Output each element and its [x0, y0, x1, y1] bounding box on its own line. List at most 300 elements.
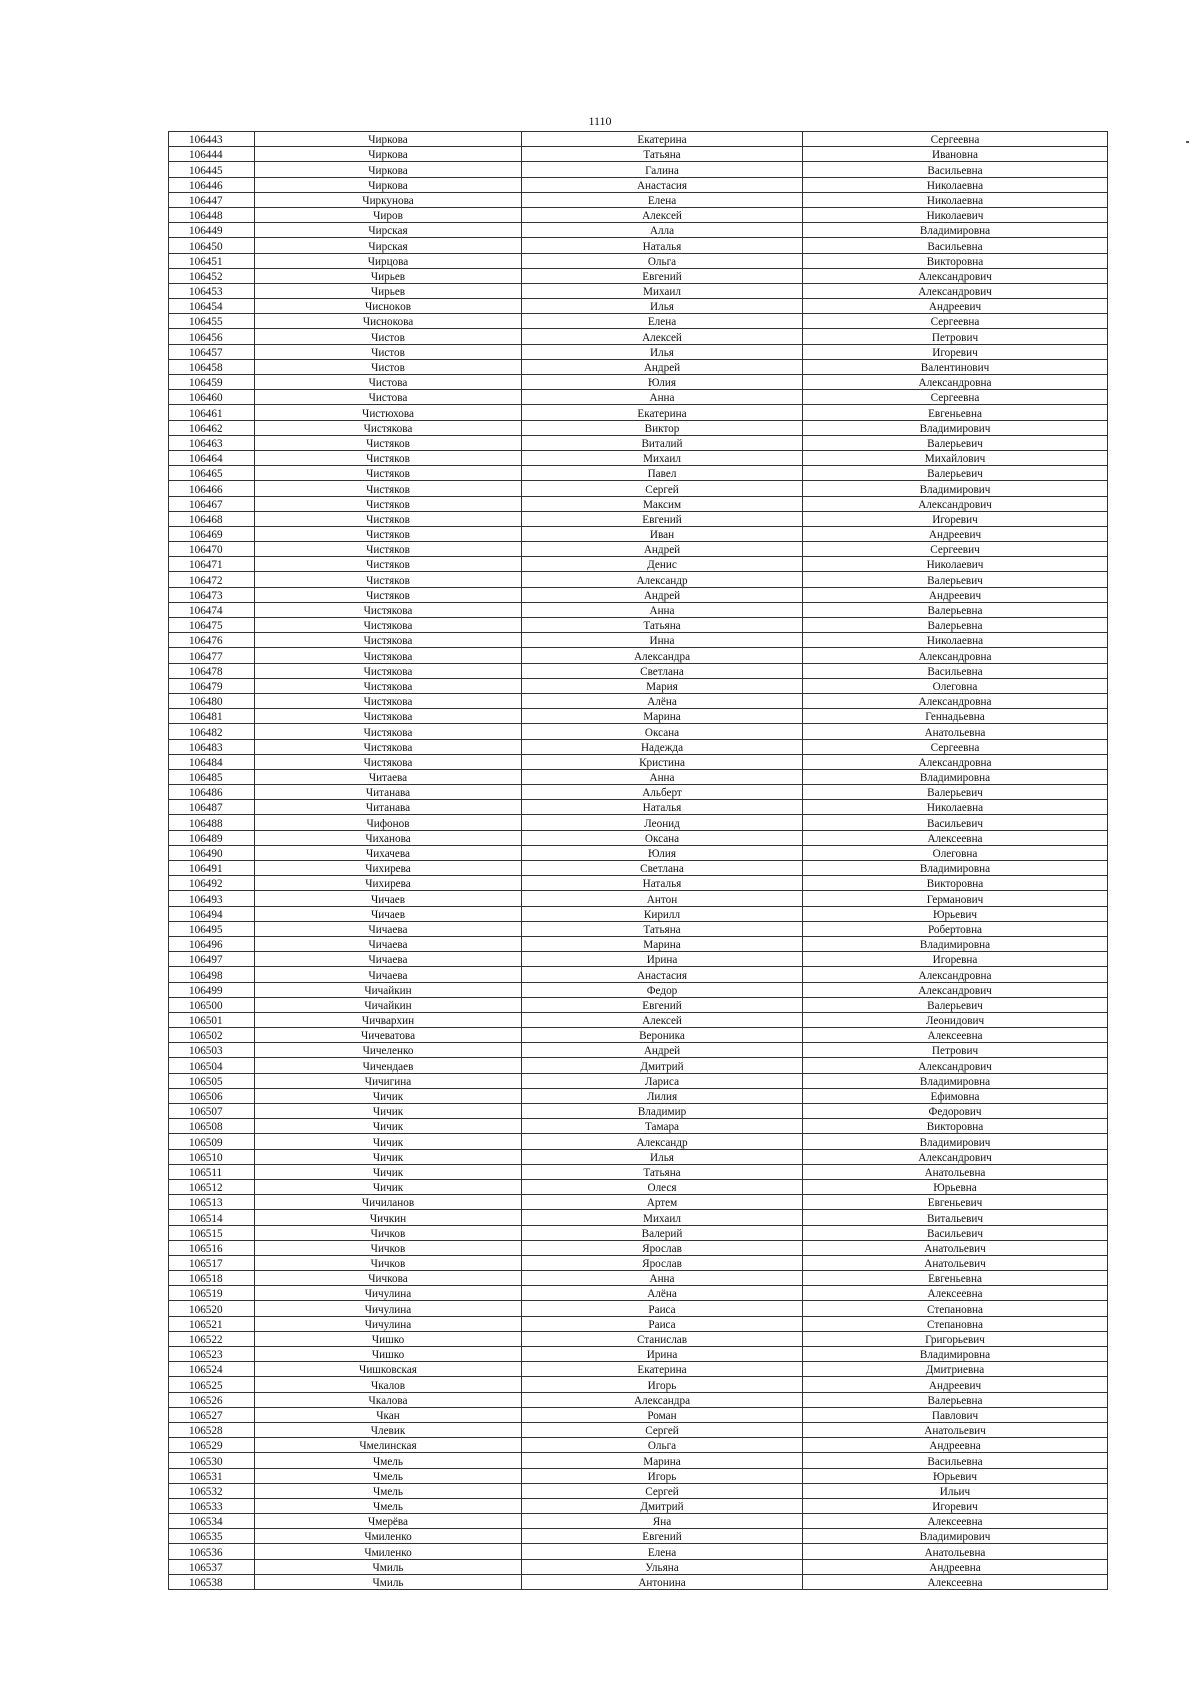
surname-cell: Чистяков: [255, 496, 522, 511]
table-row: [169, 724, 1108, 739]
table-row: [169, 1043, 1108, 1058]
record-number-cell: 106485: [169, 769, 255, 784]
surname-cell: Чиркунова: [255, 192, 522, 207]
table-row: [169, 1483, 1108, 1498]
patronymic-cell: Валерьевна: [803, 602, 1108, 617]
first-name-cell: Евгений: [522, 511, 803, 526]
table-row: [169, 1362, 1108, 1377]
surname-cell: Чичков: [255, 1255, 522, 1270]
record-number-cell: 106521: [169, 1316, 255, 1331]
first-name-cell: Анна: [522, 769, 803, 784]
table-row: [169, 147, 1108, 162]
page-number: 1110: [588, 114, 612, 128]
first-name-cell: Владимир: [522, 1104, 803, 1119]
surname-cell: Чистякова: [255, 663, 522, 678]
surname-cell: Чифонов: [255, 815, 522, 830]
table-row: [169, 663, 1108, 678]
surname-cell: Чичик: [255, 1119, 522, 1134]
surname-cell: Чистюхова: [255, 405, 522, 420]
table-row: [169, 207, 1108, 222]
patronymic-cell: Сергеевич: [803, 542, 1108, 557]
patronymic-cell: Владимирович: [803, 481, 1108, 496]
patronymic-cell: Владимировна: [803, 769, 1108, 784]
table-row: [169, 845, 1108, 860]
patronymic-cell: Олеговна: [803, 845, 1108, 860]
surname-cell: Чистова: [255, 375, 522, 390]
record-number-cell: 106523: [169, 1347, 255, 1362]
patronymic-cell: Евгеньевич: [803, 1195, 1108, 1210]
first-name-cell: Ярослав: [522, 1240, 803, 1255]
first-name-cell: Раиса: [522, 1316, 803, 1331]
first-name-cell: Ярослав: [522, 1255, 803, 1270]
record-number-cell: 106509: [169, 1134, 255, 1149]
surname-cell: Чистякова: [255, 618, 522, 633]
table-row: [169, 906, 1108, 921]
first-name-cell: Антонина: [522, 1574, 803, 1589]
record-number-cell: 106488: [169, 815, 255, 830]
table-row: [169, 572, 1108, 587]
surname-cell: Читанава: [255, 800, 522, 815]
table-row: [169, 1438, 1108, 1453]
surname-cell: Чичулина: [255, 1316, 522, 1331]
patronymic-cell: Германович: [803, 891, 1108, 906]
table-row: [169, 1407, 1108, 1422]
patronymic-cell: Степановна: [803, 1316, 1108, 1331]
surname-cell: Чичайкин: [255, 997, 522, 1012]
first-name-cell: Ольга: [522, 1438, 803, 1453]
patronymic-cell: Сергеевна: [803, 390, 1108, 405]
first-name-cell: Галина: [522, 162, 803, 177]
record-number-cell: 106460: [169, 390, 255, 405]
record-number-cell: 106525: [169, 1377, 255, 1392]
patronymic-cell: Александрович: [803, 982, 1108, 997]
surname-cell: Чичкова: [255, 1271, 522, 1286]
patronymic-cell: Геннадьевна: [803, 709, 1108, 724]
surname-cell: Чистова: [255, 390, 522, 405]
record-number-cell: 106505: [169, 1073, 255, 1088]
patronymic-cell: Сергеевна: [803, 314, 1108, 329]
first-name-cell: Илья: [522, 299, 803, 314]
table-row: [169, 967, 1108, 982]
record-number-cell: 106494: [169, 906, 255, 921]
patronymic-cell: Александрович: [803, 268, 1108, 283]
record-number-cell: 106457: [169, 344, 255, 359]
surname-cell: Чичаева: [255, 952, 522, 967]
patronymic-cell: Андреевич: [803, 299, 1108, 314]
patronymic-cell: Степановна: [803, 1301, 1108, 1316]
surname-cell: Чичик: [255, 1104, 522, 1119]
first-name-cell: Юлия: [522, 845, 803, 860]
record-number-cell: 106450: [169, 238, 255, 253]
record-number-cell: 106527: [169, 1407, 255, 1422]
table-row: [169, 618, 1108, 633]
first-name-cell: Анастасия: [522, 967, 803, 982]
table-row: [169, 1392, 1108, 1407]
patronymic-cell: Сергеевна: [803, 739, 1108, 754]
record-number-cell: 106483: [169, 739, 255, 754]
surname-cell: Чичвархин: [255, 1012, 522, 1027]
table-row: [169, 709, 1108, 724]
surname-cell: Чистяков: [255, 572, 522, 587]
surname-cell: Чистякова: [255, 420, 522, 435]
first-name-cell: Александр: [522, 1134, 803, 1149]
first-name-cell: Михаил: [522, 283, 803, 298]
patronymic-cell: Сергеевна: [803, 132, 1108, 147]
patronymic-cell: Анатольевич: [803, 1255, 1108, 1270]
record-number-cell: 106522: [169, 1331, 255, 1346]
surname-cell: Чистов: [255, 329, 522, 344]
first-name-cell: Светлана: [522, 861, 803, 876]
record-number-cell: 106465: [169, 466, 255, 481]
patronymic-cell: Ильич: [803, 1483, 1108, 1498]
table-row: [169, 1574, 1108, 1589]
surname-cell: Чиркова: [255, 162, 522, 177]
surname-cell: Чмелинская: [255, 1438, 522, 1453]
surname-cell: Чишковская: [255, 1362, 522, 1377]
first-name-cell: Наталья: [522, 876, 803, 891]
first-name-cell: Татьяна: [522, 618, 803, 633]
first-name-cell: Федор: [522, 982, 803, 997]
surname-cell: Чистяков: [255, 466, 522, 481]
patronymic-cell: Михайлович: [803, 450, 1108, 465]
table-row: [169, 329, 1108, 344]
table-row: [169, 496, 1108, 511]
first-name-cell: Татьяна: [522, 1164, 803, 1179]
patronymic-cell: Анатольевна: [803, 724, 1108, 739]
patronymic-cell: Валерьевна: [803, 1392, 1108, 1407]
record-number-cell: 106469: [169, 526, 255, 541]
surname-cell: Чистов: [255, 344, 522, 359]
surname-cell: Чичигина: [255, 1073, 522, 1088]
first-name-cell: Павел: [522, 466, 803, 481]
surname-cell: Чирцова: [255, 253, 522, 268]
patronymic-cell: Игоревич: [803, 344, 1108, 359]
surname-cell: Чирьев: [255, 283, 522, 298]
scan-speck: [1186, 141, 1189, 143]
record-number-cell: 106502: [169, 1028, 255, 1043]
table-row: [169, 405, 1108, 420]
surname-cell: Чкалов: [255, 1377, 522, 1392]
table-row: [169, 238, 1108, 253]
table-row: [169, 587, 1108, 602]
first-name-cell: Илья: [522, 344, 803, 359]
record-number-cell: 106467: [169, 496, 255, 511]
patronymic-cell: Васильевна: [803, 162, 1108, 177]
record-number-cell: 106478: [169, 663, 255, 678]
record-number-cell: 106453: [169, 283, 255, 298]
first-name-cell: Сергей: [522, 1483, 803, 1498]
surname-cell: Чмиленко: [255, 1529, 522, 1544]
table-row: [169, 815, 1108, 830]
surname-cell: Чичайкин: [255, 982, 522, 997]
first-name-cell: Антон: [522, 891, 803, 906]
first-name-cell: Елена: [522, 192, 803, 207]
first-name-cell: Лариса: [522, 1073, 803, 1088]
record-number-cell: 106461: [169, 405, 255, 420]
record-number-cell: 106534: [169, 1514, 255, 1529]
surname-cell: Чичулина: [255, 1301, 522, 1316]
table-row: [169, 1529, 1108, 1544]
surname-cell: Чистяков: [255, 435, 522, 450]
surname-cell: Читанава: [255, 785, 522, 800]
record-number-cell: 106492: [169, 876, 255, 891]
registry-table: [168, 131, 1108, 1590]
patronymic-cell: Петрович: [803, 1043, 1108, 1058]
patronymic-cell: Владимировна: [803, 1073, 1108, 1088]
surname-cell: Чистяков: [255, 481, 522, 496]
surname-cell: Чистякова: [255, 739, 522, 754]
table-row: [169, 481, 1108, 496]
patronymic-cell: Федорович: [803, 1104, 1108, 1119]
surname-cell: Чичендаев: [255, 1058, 522, 1073]
patronymic-cell: Анатольевич: [803, 1422, 1108, 1437]
table-row: [169, 785, 1108, 800]
surname-cell: Чистов: [255, 359, 522, 374]
first-name-cell: Кристина: [522, 754, 803, 769]
surname-cell: Чихачева: [255, 845, 522, 860]
first-name-cell: Марина: [522, 936, 803, 951]
surname-cell: Чистякова: [255, 724, 522, 739]
patronymic-cell: Витальевич: [803, 1210, 1108, 1225]
first-name-cell: Александра: [522, 1392, 803, 1407]
record-number-cell: 106443: [169, 132, 255, 147]
record-number-cell: 106473: [169, 587, 255, 602]
table-row: [169, 390, 1108, 405]
patronymic-cell: Петрович: [803, 329, 1108, 344]
patronymic-cell: Алексеевна: [803, 1514, 1108, 1529]
surname-cell: Чичкин: [255, 1210, 522, 1225]
first-name-cell: Анастасия: [522, 177, 803, 192]
patronymic-cell: Валерьевич: [803, 997, 1108, 1012]
record-number-cell: 106520: [169, 1301, 255, 1316]
patronymic-cell: Владимирович: [803, 420, 1108, 435]
table-row: [169, 1225, 1108, 1240]
record-number-cell: 106537: [169, 1559, 255, 1574]
surname-cell: Чистяков: [255, 511, 522, 526]
record-number-cell: 106475: [169, 618, 255, 633]
patronymic-cell: Валерьевич: [803, 435, 1108, 450]
record-number-cell: 106466: [169, 481, 255, 496]
patronymic-cell: Игоревич: [803, 1498, 1108, 1513]
record-number-cell: 106446: [169, 177, 255, 192]
surname-cell: Чичиланов: [255, 1195, 522, 1210]
table-row: [169, 952, 1108, 967]
surname-cell: Чичаева: [255, 967, 522, 982]
record-number-cell: 106479: [169, 678, 255, 693]
record-number-cell: 106458: [169, 359, 255, 374]
patronymic-cell: Алексеевна: [803, 1574, 1108, 1589]
patronymic-cell: Владимирович: [803, 1134, 1108, 1149]
surname-cell: Чиркова: [255, 177, 522, 192]
registry-body: [169, 132, 1108, 1590]
record-number-cell: 106529: [169, 1438, 255, 1453]
patronymic-cell: Валентинович: [803, 359, 1108, 374]
table-row: [169, 1286, 1108, 1301]
table-row: [169, 223, 1108, 238]
patronymic-cell: Владимировна: [803, 936, 1108, 951]
table-row: [169, 1544, 1108, 1559]
first-name-cell: Оксана: [522, 724, 803, 739]
record-number-cell: 106530: [169, 1453, 255, 1468]
first-name-cell: Алёна: [522, 1286, 803, 1301]
record-number-cell: 106454: [169, 299, 255, 314]
table-row: [169, 359, 1108, 374]
surname-cell: Чиханова: [255, 830, 522, 845]
table-row: [169, 557, 1108, 572]
first-name-cell: Алёна: [522, 693, 803, 708]
table-row: [169, 1104, 1108, 1119]
patronymic-cell: Алексеевна: [803, 1028, 1108, 1043]
table-row: [169, 268, 1108, 283]
record-number-cell: 106482: [169, 724, 255, 739]
first-name-cell: Ольга: [522, 253, 803, 268]
surname-cell: Чмиленко: [255, 1544, 522, 1559]
table-row: [169, 1058, 1108, 1073]
first-name-cell: Виталий: [522, 435, 803, 450]
patronymic-cell: Ефимовна: [803, 1088, 1108, 1103]
record-number-cell: 106499: [169, 982, 255, 997]
record-number-cell: 106511: [169, 1164, 255, 1179]
patronymic-cell: Викторовна: [803, 876, 1108, 891]
record-number-cell: 106519: [169, 1286, 255, 1301]
record-number-cell: 106506: [169, 1088, 255, 1103]
surname-cell: Чирьев: [255, 268, 522, 283]
patronymic-cell: Николаевна: [803, 177, 1108, 192]
surname-cell: Чистякова: [255, 693, 522, 708]
patronymic-cell: Викторовна: [803, 253, 1108, 268]
surname-cell: Чичулина: [255, 1286, 522, 1301]
record-number-cell: 106535: [169, 1529, 255, 1544]
record-number-cell: 106476: [169, 633, 255, 648]
surname-cell: Чистяков: [255, 587, 522, 602]
surname-cell: Чистяков: [255, 450, 522, 465]
record-number-cell: 106518: [169, 1271, 255, 1286]
first-name-cell: Ирина: [522, 1347, 803, 1362]
table-row: [169, 162, 1108, 177]
patronymic-cell: Робертовна: [803, 921, 1108, 936]
table-row: [169, 1377, 1108, 1392]
first-name-cell: Ульяна: [522, 1559, 803, 1574]
patronymic-cell: Леонидович: [803, 1012, 1108, 1027]
record-number-cell: 106493: [169, 891, 255, 906]
table-row: [169, 1422, 1108, 1437]
first-name-cell: Вероника: [522, 1028, 803, 1043]
record-number-cell: 106471: [169, 557, 255, 572]
patronymic-cell: Евгеньевна: [803, 405, 1108, 420]
record-number-cell: 106536: [169, 1544, 255, 1559]
first-name-cell: Алексей: [522, 1012, 803, 1027]
table-row: [169, 1514, 1108, 1529]
table-row: [169, 1119, 1108, 1134]
record-number-cell: 106489: [169, 830, 255, 845]
surname-cell: Чистяков: [255, 526, 522, 541]
surname-cell: Чистякова: [255, 709, 522, 724]
patronymic-cell: Анатольевич: [803, 1240, 1108, 1255]
record-number-cell: 106444: [169, 147, 255, 162]
table-row: [169, 420, 1108, 435]
patronymic-cell: Игоревич: [803, 511, 1108, 526]
patronymic-cell: Владимировна: [803, 223, 1108, 238]
table-row: [169, 192, 1108, 207]
surname-cell: Чиркова: [255, 132, 522, 147]
table-row: [169, 876, 1108, 891]
first-name-cell: Анна: [522, 602, 803, 617]
first-name-cell: Екатерина: [522, 405, 803, 420]
table-row: [169, 693, 1108, 708]
table-row: [169, 633, 1108, 648]
table-row: [169, 769, 1108, 784]
patronymic-cell: Александровна: [803, 648, 1108, 663]
surname-cell: Чистяков: [255, 557, 522, 572]
patronymic-cell: Васильевна: [803, 663, 1108, 678]
table-row: [169, 1559, 1108, 1574]
first-name-cell: Максим: [522, 496, 803, 511]
record-number-cell: 106474: [169, 602, 255, 617]
surname-cell: Чмель: [255, 1483, 522, 1498]
table-row: [169, 1088, 1108, 1103]
surname-cell: Чичаева: [255, 936, 522, 951]
first-name-cell: Анна: [522, 390, 803, 405]
surname-cell: Чкалова: [255, 1392, 522, 1407]
patronymic-cell: Юрьевич: [803, 906, 1108, 921]
first-name-cell: Андрей: [522, 587, 803, 602]
patronymic-cell: Васильевна: [803, 1453, 1108, 1468]
first-name-cell: Михаил: [522, 1210, 803, 1225]
first-name-cell: Наталья: [522, 238, 803, 253]
first-name-cell: Леонид: [522, 815, 803, 830]
surname-cell: Чистякова: [255, 678, 522, 693]
surname-cell: Чмель: [255, 1498, 522, 1513]
record-number-cell: 106470: [169, 542, 255, 557]
first-name-cell: Марина: [522, 1453, 803, 1468]
record-number-cell: 106500: [169, 997, 255, 1012]
table-row: [169, 435, 1108, 450]
first-name-cell: Ирина: [522, 952, 803, 967]
table-row: [169, 921, 1108, 936]
first-name-cell: Лилия: [522, 1088, 803, 1103]
first-name-cell: Тамара: [522, 1119, 803, 1134]
surname-cell: Чмель: [255, 1453, 522, 1468]
table-row: [169, 1073, 1108, 1088]
record-number-cell: 106490: [169, 845, 255, 860]
record-number-cell: 106463: [169, 435, 255, 450]
surname-cell: Чишко: [255, 1347, 522, 1362]
table-row: [169, 1255, 1108, 1270]
surname-cell: Чиснокoв: [255, 299, 522, 314]
table-row: [169, 1134, 1108, 1149]
first-name-cell: Елена: [522, 1544, 803, 1559]
table-row: [169, 1240, 1108, 1255]
first-name-cell: Роман: [522, 1407, 803, 1422]
first-name-cell: Михаил: [522, 450, 803, 465]
record-number-cell: 106459: [169, 375, 255, 390]
record-number-cell: 106455: [169, 314, 255, 329]
first-name-cell: Мария: [522, 678, 803, 693]
surname-cell: Чичеватова: [255, 1028, 522, 1043]
first-name-cell: Дмитрий: [522, 1058, 803, 1073]
patronymic-cell: Александрович: [803, 496, 1108, 511]
record-number-cell: 106456: [169, 329, 255, 344]
record-number-cell: 106468: [169, 511, 255, 526]
first-name-cell: Надежда: [522, 739, 803, 754]
table-row: [169, 997, 1108, 1012]
record-number-cell: 106538: [169, 1574, 255, 1589]
surname-cell: Чиснокова: [255, 314, 522, 329]
patronymic-cell: Николаевна: [803, 192, 1108, 207]
record-number-cell: 106486: [169, 785, 255, 800]
surname-cell: Чичик: [255, 1149, 522, 1164]
surname-cell: Чичеленко: [255, 1043, 522, 1058]
